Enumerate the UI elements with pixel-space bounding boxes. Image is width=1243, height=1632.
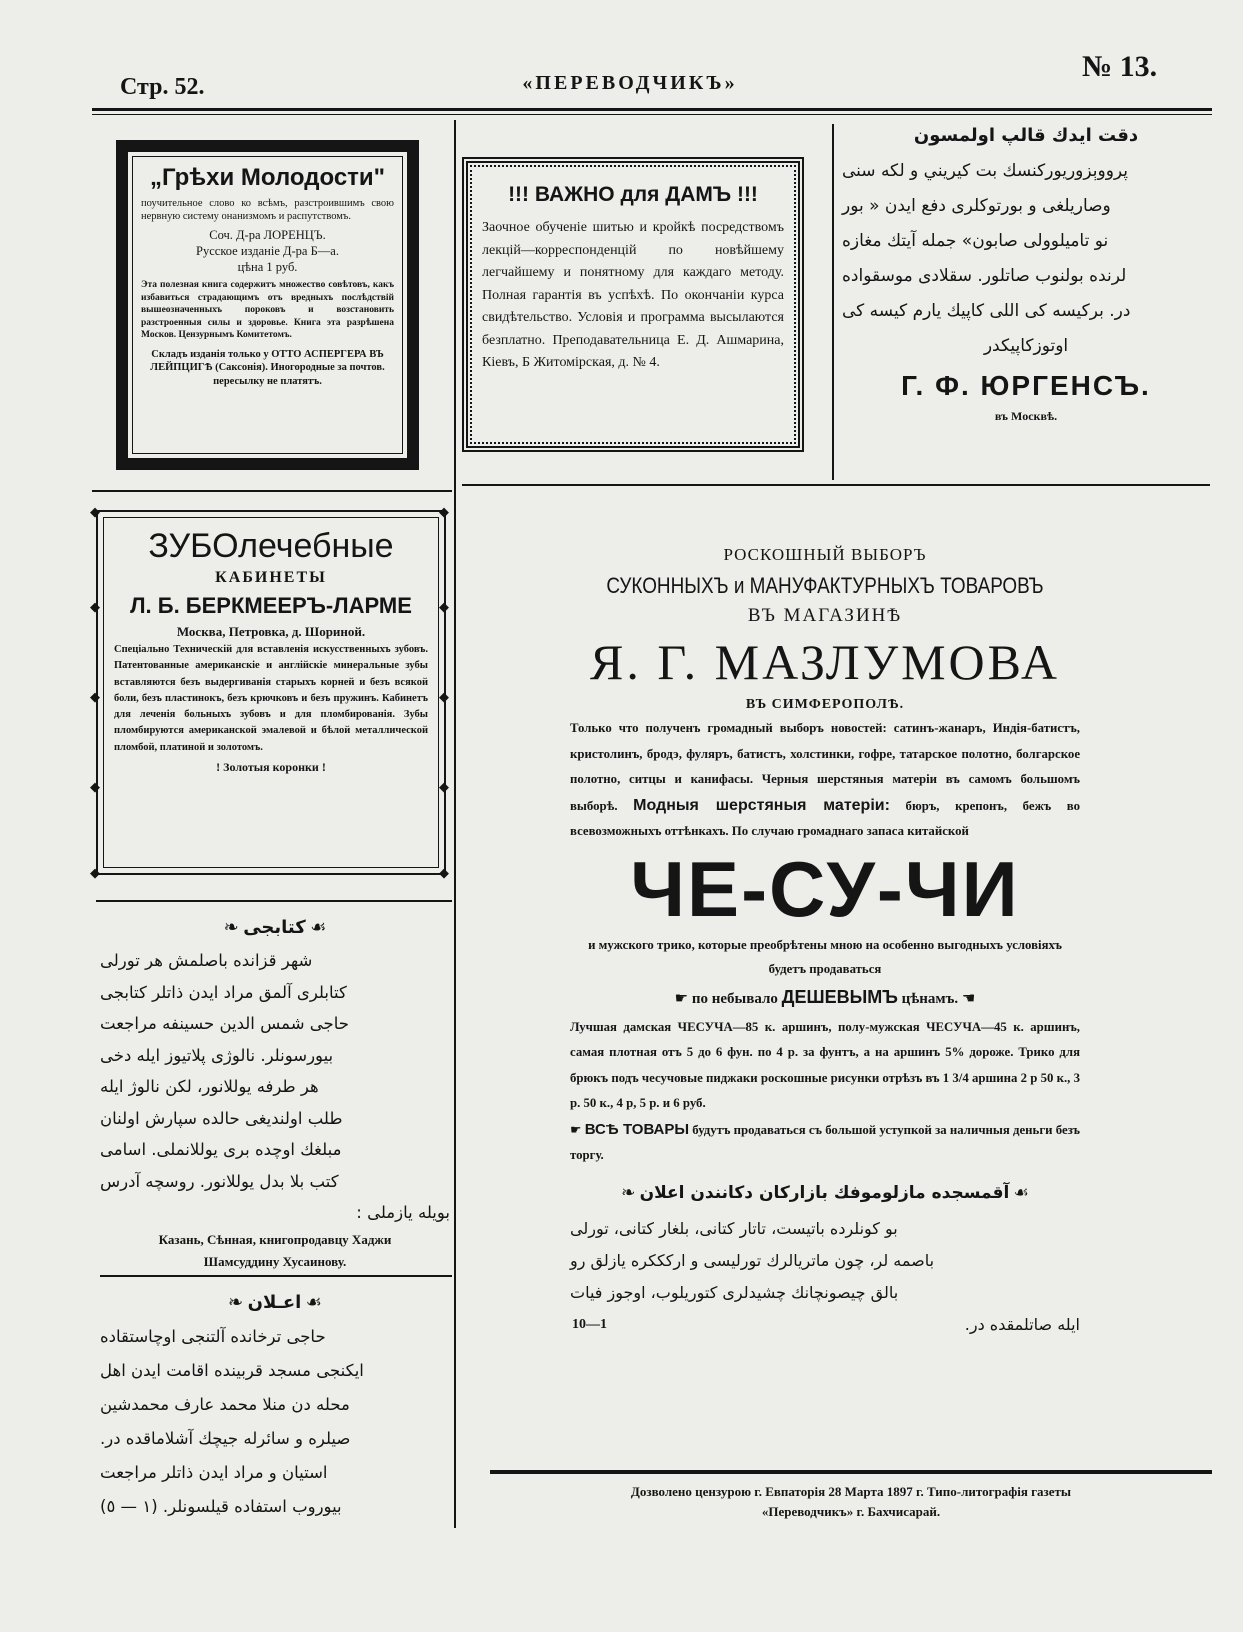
mazlumov-p3-post: цѣнамъ. [901, 990, 959, 1007]
ad-bookseller [100, 910, 450, 1269]
ad-soap [842, 118, 1210, 478]
bookseller-line: شهر قزانده باصلمش هر تورلی [100, 951, 313, 970]
issue-number: № 13. [1082, 50, 1158, 83]
soap-merchant-city: въ Москвѣ. [994, 409, 1058, 423]
ad-sins-edition: Русское изданіе Д-ра Б—а. [196, 244, 339, 258]
ad-sins-of-youth [116, 140, 419, 470]
column-rule-right-top [832, 124, 834, 480]
footer-printer: «Переводчикъ» г. Бахчисарай. [761, 1504, 941, 1519]
ad-dental-subtitle: КАБИНЕТЫ [215, 569, 327, 586]
mazlumov-line-3: ВЪ МАГАЗИНѢ [747, 605, 903, 626]
bookseller-line: هر طرفه يوللانور، لكن نالوژ ايله [100, 1077, 319, 1096]
fleuron-icon: ☙ [1013, 1182, 1029, 1202]
mazlumov-p1-end: бюръ, крепонъ, бежъ во всевозможныхъ оттѣнкахъ. По случаю громаднаго запаса китайской [570, 798, 1080, 838]
bookseller-line: طلب اولنديغی حالده سپارش اولنان [100, 1108, 343, 1128]
diamond-ornament: ◆ [439, 689, 449, 704]
newspaper-title: «ПЕРЕВОДЧИКЪ» [522, 72, 738, 94]
ad-dental-clinic [96, 510, 446, 875]
diamond-ornament: ◆ [439, 599, 449, 614]
bookseller-heading-row [100, 910, 450, 945]
soap-line: دقت ايدك قالپ اولمسون [913, 125, 1139, 146]
fleuron-icon: ❧ [621, 1182, 640, 1202]
ad-sins-author: Соч. Д-ра ЛОРЕНЦЪ. [209, 228, 326, 242]
bookseller-line: بيورسونلر. نالوژی پلاتيوز ايله دخی [100, 1045, 334, 1065]
fleuron-icon: ☙ [305, 1292, 322, 1312]
mazlumov-line-1: РОСКОШНЫЙ ВЫБОРЪ [723, 545, 927, 564]
soap-line: در. بركيسه كی اللی كاپيك يارم كيسه كی [842, 301, 1131, 321]
mazlumov-p5-text: будутъ продаваться съ большой уступкой за наличныя деньги безъ торгу. [570, 1122, 1081, 1162]
ad-dental-address: Москва, Петровка, д. Шориной. [176, 624, 366, 639]
bookseller-line: كتابلری آلمق مراد ايدن ذاتلر كتابجی [100, 982, 347, 1002]
fleuron-icon: ☙ [310, 917, 327, 937]
ad-ladies-title: !!! ВАЖНО для ДАМЪ !!! [508, 183, 758, 206]
announcement-line: ايكنجی مسجد قربينده اقامت ايدن اهل [100, 1361, 364, 1380]
mazlumov-paragraph-2: и мужского трико, которые преобрѣтены мною на особенно выгодныхъ условіяхъ будетъ продаваться [588, 937, 1062, 976]
ad-sins-store: Складъ изданія только у ОТТО АСПЕРГЕРА ВЪ ЛЕЙПЦИГѢ (Саксонія). Иногородные за почтов. пересылку не платятъ. [150, 348, 385, 387]
mazlumov-tatar-line: بالق چيصونچانك چشيدلری كتوريلوب، اوجوز فيات [570, 1282, 899, 1302]
bookseller-line: كتب بلا بدل يوللانور. روسچه آدرس [100, 1171, 339, 1191]
soap-line: لرنده بولنوب صاتلور. سقلادی موسقواده [842, 266, 1127, 286]
announcement-line: استيان و مراد ايدن ذاتلر مراجعت [100, 1463, 328, 1482]
mazlumov-paragraph-4: Лучшая дамская ЧЕСУЧА—85 к. аршинъ, полу-мужская ЧЕСУЧА—45 к. аршинъ, самая плотная отъ 5 до 6 фун. по 4 р. за фунтъ, а на аршинъ 5% дороже. Трико для брюкъ подъ чесучовые пиджаки роскошные рисунки отрѣзъ въ 1 3/4 аршина 2 р 50 к., 3 р. 50 к., 4 р, 5 р. и 6 руб. [570, 1019, 1080, 1110]
mazlumov-tatar-line: باصمه لر، چون ماتريالرك تورليسی و اركككره يازلق رو [570, 1250, 935, 1270]
ad-ladies-body: Заочное обученіе шитью и кройкѣ посредствомъ лекцій—корреспонденцій по новѣйшему легчайшему и понятному для каждаго методу. Полная гарантія въ успѣхѣ. По окончаніи курса свидѣтельство. Условія и программа высылаются безплатно. Преподавательница Е. Д. Ашмарина, Кіевъ, Б Житомірская, д. № 4. [482, 220, 784, 370]
ad-sins-price: цѣна 1 руб. [237, 260, 298, 274]
mazlumov-prices-line [570, 981, 1080, 1015]
ad-sins-title: „Грѣхи Молодости" [149, 164, 386, 191]
soap-line: اوتوزكاپيكدر [983, 336, 1069, 356]
ad-dental-title: ЗУБОлечебные [148, 527, 394, 565]
bookseller-line: مبلغك اوچده بری يوللانملی. اسامی [100, 1140, 342, 1159]
page-number: Стр. 52. [120, 74, 205, 100]
announcement-heading-row [100, 1285, 450, 1320]
ad-dental-name: Л. Б. БЕРКМЕЕРЪ-ЛАРМЕ [130, 593, 412, 618]
bookseller-address-2: Шамсуддину Хусаинову. [203, 1253, 347, 1269]
bookseller-line: حاجی شمس الدين حسينفه مراجعت [100, 1014, 349, 1033]
column-rule-left [454, 120, 456, 1528]
announcement-line: حاجی ترخانده آلتنجی اوچاستقاده [100, 1327, 326, 1346]
mazlumov-tatar-line: بو كونلرده باتيست، تاتار كتانی، بلغار كتانی، تورلی [570, 1218, 898, 1238]
bookseller-heading: كتابجی [243, 917, 306, 938]
ad-sins-intro: поучительное слово ко всѣмъ, разстроившимъ свою нервную систему онанизмомъ и распутствомъ. [141, 198, 394, 222]
pointing-hand-icon: ☚ [961, 988, 976, 1007]
mazlumov-city: ВЪ СИМФЕРОПОЛѢ. [745, 697, 905, 712]
header-rule [92, 108, 1212, 111]
mazlumov-tatar-heading: آقمسجده مازلوموفك بازاركان دكانندن اعلان [639, 1182, 1010, 1203]
diamond-ornament: ◆ [90, 689, 100, 704]
ad-important-for-ladies [462, 157, 804, 452]
mazlumov-serial: 10—1 [572, 1316, 607, 1332]
mazlumov-p1-bold: Модныя шерстяныя матеріи: [633, 796, 890, 814]
announcement-line: صيلره و سائرله جيچك آشلاماقده در. [100, 1429, 351, 1448]
bookseller-address-1: Казань, Сѣнная, книгопродавцу Хаджи [158, 1231, 392, 1247]
mazlumov-tatar-heading-row [570, 1173, 1080, 1213]
announcement-heading: اعـلان [247, 1292, 302, 1313]
bookseller-line: بويله يازملی : [356, 1203, 450, 1222]
row-rule-right-1 [462, 484, 1210, 486]
ad-mazlumov-store [570, 540, 1080, 1460]
diamond-ornament: ◆ [90, 865, 100, 880]
ad-sins-description: Эта полезная книга содержитъ множество совѣтовъ, какъ избавиться страдающимъ отъ вредныхъ послѣдствій вышеозначенныхъ пороковъ и возстановить разстроенныя силы и здоровье. Книга эта разрѣшена Москов. Цензурнымъ Комитетомъ. [141, 280, 394, 340]
mazlumov-last-row [570, 1309, 1080, 1341]
chesuchi-headline: ЧЕ-СУ-ЧИ [630, 844, 1020, 933]
mazlumov-line-2: СУКОННЫХЪ и МАНУФАКТУРНЫХЪ ТОВАРОВЪ [606, 573, 1044, 598]
mazlumov-paragraph-5 [570, 1117, 1080, 1169]
header-rule-thin [92, 114, 1212, 115]
row-rule-left-2 [96, 900, 452, 902]
mazlumov-p3-pre: по небывало [691, 990, 778, 1007]
row-rule-bottom [490, 1470, 1212, 1474]
diamond-ornament: ◆ [439, 865, 449, 880]
diamond-ornament: ◆ [90, 599, 100, 614]
mazlumov-p3-bold: ДЕШЕВЫМЪ [781, 986, 898, 1007]
diamond-ornament: ◆ [90, 504, 100, 519]
mazlumov-p1-text: Только что полученъ громадный выборъ новостей: сатинъ-жанаръ, Индія-батистъ, кристолинъ, бродэ, фуляръ, батистъ, холстинки, гофре, татарское полотно, болгарское полотно, ситцы и канифасы. Черныя шерстяныя матеріи въ самомъ большомъ выборѣ. [570, 721, 1080, 813]
footer-censorship: Дозволено цензурою г. Евпаторія 28 Марта 1897 г. Типо-литографія газеты [630, 1484, 1072, 1499]
soap-line: وصاريلغی و بورتوكلری دفع ايدن « بور [842, 196, 1111, 216]
diamond-ornament: ◆ [439, 504, 449, 519]
row-rule-left-1 [92, 490, 452, 492]
pointing-hand-icon: ☛ [570, 1122, 582, 1138]
row-rule-left-3 [100, 1275, 452, 1277]
mazlumov-paragraph-1 [570, 716, 1080, 845]
diamond-ornament: ◆ [439, 779, 449, 794]
mazlumov-p5-bold: ВСѢ ТОВАРЫ [584, 1120, 690, 1138]
soap-line: پرووېزوريوركنسك بت كيريني و لكه سنی [842, 161, 1129, 181]
fleuron-icon: ❧ [228, 1292, 248, 1312]
mazlumov-name: Я. Г. МАЗЛУМОВА [590, 634, 1060, 690]
soap-merchant-name: Г. Ф. ЮРГЕНСЪ. [901, 370, 1151, 401]
fleuron-icon: ❧ [223, 917, 244, 937]
pointing-hand-icon: ☛ [674, 988, 689, 1007]
ad-dental-body: Спеціально Техническій для вставленія искусственныхъ зубовъ. Патентованные американскіе и англійскіе минеральные зубы вставляются безъ выдергиванія старыхъ корней и безъ всякой боли, безъ пластинокъ, безъ крючковъ и безъ пружинъ. Кабинетъ для леченія больныхъ зубовъ и для пломбированія. Зубы пломбируются американской эмалевой и бѣлой металлической пломбой, платиной и золотомъ. [114, 644, 428, 753]
announcement-line: محله دن منلا محمد عارف محمدشين [100, 1395, 350, 1414]
ad-announcement [100, 1285, 450, 1525]
soap-line: نو تاميلوولی صابون» جمله آيتك مغازه [842, 231, 1109, 251]
diamond-ornament: ◆ [90, 779, 100, 794]
ad-dental-footer: ! Золотыя коронки ! [216, 760, 326, 775]
mazlumov-tatar-line: ايله صاتلمقده در. [964, 1314, 1080, 1334]
announcement-line: بيوروب استفاده قيلسونلر. (١ — ٥) [100, 1497, 342, 1516]
